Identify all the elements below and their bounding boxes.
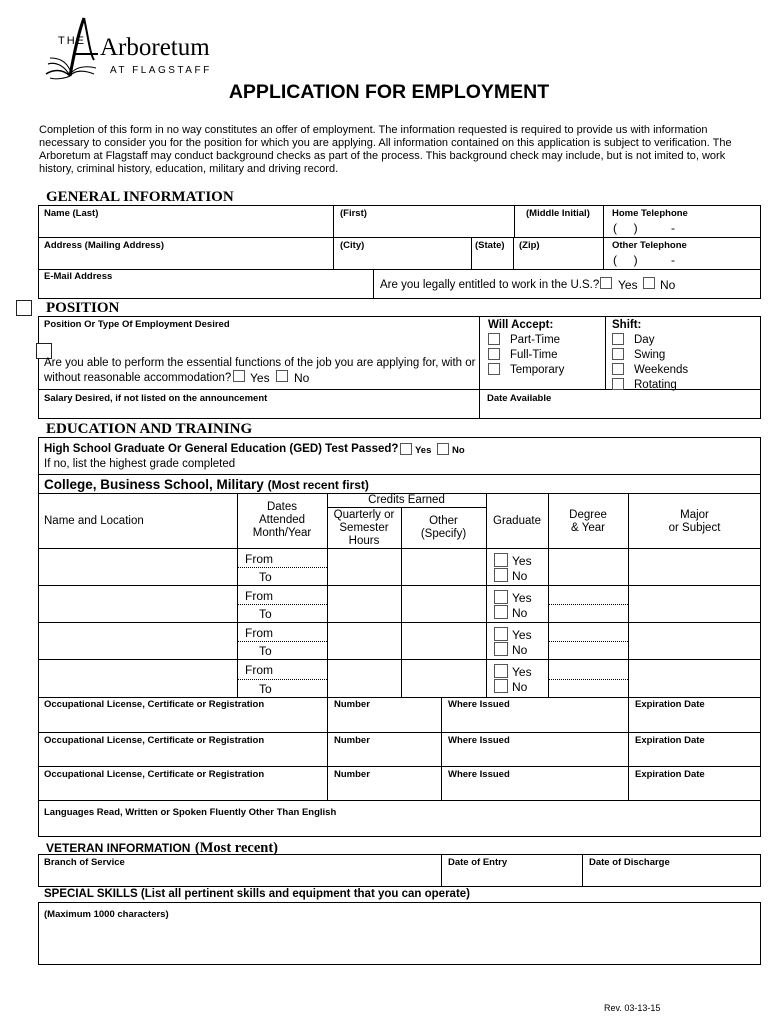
- full-time-label: Full-Time: [510, 349, 558, 361]
- row3-to: To: [259, 644, 272, 658]
- arboretum-logo: [44, 14, 244, 84]
- languages-label: Languages Read, Written or Spoken Fluently Other Than English: [44, 807, 337, 818]
- license-label-2: Occupational License, Certificate or Registration: [44, 735, 265, 746]
- col-dates-line3: Month/Year: [252, 527, 312, 539]
- swing-shift-label: Swing: [634, 349, 666, 361]
- row2-grad-no-checkbox[interactable]: [494, 605, 508, 619]
- license-where-1: Where Issued: [448, 699, 510, 710]
- college-heading-sub: (Most recent first): [267, 478, 369, 492]
- logo-subtitle: AT FLAGSTAFF: [110, 65, 212, 76]
- position-type-label: Position Or Type Of Employment Desired: [44, 319, 230, 330]
- veteran-heading-sub: (Most recent): [194, 840, 278, 856]
- state-label: (State): [475, 240, 505, 251]
- row2-grad-yes-checkbox[interactable]: [494, 590, 508, 604]
- temporary-label: Temporary: [510, 364, 565, 376]
- part-time-label: Part-Time: [510, 334, 561, 346]
- col-quarterly-line3: Hours: [348, 535, 380, 547]
- skills-heading: SPECIAL SKILLS (List all pertinent skills and equipment that you can operate): [44, 888, 470, 900]
- veteran-heading-text: VETERAN INFORMATION: [46, 841, 191, 855]
- revision-label: Rev. 03-13-15: [604, 1003, 661, 1013]
- weekends-shift-checkbox[interactable]: [612, 363, 624, 375]
- position-section-checkbox[interactable]: [16, 300, 32, 316]
- legal-yes-label: Yes: [618, 278, 638, 292]
- legal-no-label: No: [660, 278, 676, 292]
- col-quarterly-line2: Semester: [339, 522, 389, 534]
- row4-grad-yes-checkbox[interactable]: [494, 664, 508, 678]
- general-heading: GENERAL INFORMATION: [46, 189, 234, 205]
- col-degree: [548, 509, 628, 535]
- essential-no-label: No: [294, 371, 310, 385]
- col-name-location: Name and Location: [44, 515, 144, 527]
- essential-yes-label: Yes: [250, 371, 270, 385]
- intro-paragraph: Completion of this form in no way constitutes an offer of employment. The information requested is required to provide us with information necessary to consider you for the position for which you are applying. All information contained on this application is subject to verification. The Arboretum at Flagstaff may conduct background checks as part of the process. This background check may include, but is not imited to, work history, criminal history, education, military and driving record.: [39, 124, 732, 175]
- col-quarterly-line1: Quarterly or: [333, 509, 395, 521]
- col-dates-line1: Dates: [266, 501, 298, 513]
- home-telephone-label: Home Telephone: [612, 208, 688, 219]
- part-time-checkbox[interactable]: [488, 333, 500, 345]
- rotating-shift-checkbox[interactable]: [612, 378, 624, 390]
- other-telephone-label: Other Telephone: [612, 240, 687, 251]
- col-dates: [237, 501, 327, 540]
- row3-from: From: [245, 626, 273, 640]
- email-label: E-Mail Address: [44, 271, 113, 282]
- row3-grad-no-label: No: [512, 643, 528, 657]
- will-accept-label: Will Accept:: [488, 319, 554, 331]
- education-heading: EDUCATION AND TRAINING: [46, 421, 253, 437]
- col-quarterly: [327, 509, 401, 548]
- full-time-checkbox[interactable]: [488, 348, 500, 360]
- rotating-shift-label: Rotating: [634, 379, 677, 391]
- hs-no-checkbox[interactable]: [437, 443, 449, 455]
- high-school-question: High School Graduate Or General Education (GED) Test Passed?: [44, 443, 399, 455]
- license-number-2: Number: [334, 735, 370, 746]
- address-label: Address (Mailing Address): [44, 240, 165, 251]
- college-heading: [44, 477, 369, 492]
- row4-grad-yes-label: Yes: [512, 665, 532, 679]
- row2-grad-yes-label: Yes: [512, 591, 532, 605]
- shift-label: Shift:: [612, 319, 642, 331]
- college-heading-text: College, Business School, Military: [44, 477, 264, 492]
- row3-grad-yes-checkbox[interactable]: [494, 627, 508, 641]
- position-heading: POSITION: [46, 300, 120, 316]
- middle-initial-label: (Middle Initial): [526, 208, 590, 219]
- row1-grad-yes-label: Yes: [512, 554, 532, 568]
- date-of-discharge-label: Date of Discharge: [589, 857, 670, 868]
- row2-from: From: [245, 589, 273, 603]
- city-label: (City): [340, 240, 365, 251]
- col-major-line2: or Subject: [668, 522, 721, 534]
- weekends-shift-label: Weekends: [634, 364, 689, 376]
- row4-to: To: [259, 682, 272, 696]
- license-where-2: Where Issued: [448, 735, 510, 746]
- temporary-checkbox[interactable]: [488, 363, 500, 375]
- hs-yes-checkbox[interactable]: [400, 443, 412, 455]
- zip-label: (Zip): [519, 240, 540, 251]
- date-of-entry-label: Date of Entry: [448, 857, 508, 868]
- row3-grad-no-checkbox[interactable]: [494, 642, 508, 656]
- row1-grad-no-label: No: [512, 569, 528, 583]
- logo-name: Arboretum: [100, 34, 210, 61]
- skills-max-label: (Maximum 1000 characters): [44, 909, 169, 920]
- row2-to: To: [259, 607, 272, 621]
- row1-to: To: [259, 570, 272, 584]
- row1-from: From: [245, 552, 273, 566]
- license-expiration-2: Expiration Date: [635, 735, 705, 746]
- date-available-label: Date Available: [487, 393, 552, 404]
- home-telephone-field[interactable]: ( ) -: [613, 221, 675, 235]
- branch-label: Branch of Service: [44, 857, 125, 868]
- highest-grade-note: If no, list the highest grade completed: [44, 458, 236, 470]
- license-label-1: Occupational License, Certificate or Registration: [44, 699, 265, 710]
- hs-yes-label: Yes: [415, 445, 432, 456]
- license-where-3: Where Issued: [448, 769, 510, 780]
- col-other: [401, 515, 486, 541]
- day-shift-label: Day: [634, 334, 655, 346]
- logo-the: THE: [58, 35, 86, 47]
- tree-logo-icon: [44, 14, 104, 80]
- row1-grad-no-checkbox[interactable]: [494, 568, 508, 582]
- essential-yes-checkbox[interactable]: [233, 370, 245, 382]
- swing-shift-checkbox[interactable]: [612, 348, 624, 360]
- row4-grad-no-checkbox[interactable]: [494, 679, 508, 693]
- other-telephone-field[interactable]: ( ) -: [613, 253, 675, 267]
- row4-grad-no-label: No: [512, 680, 528, 694]
- license-label-3: Occupational License, Certificate or Registration: [44, 769, 265, 780]
- col-dates-line2: Attended: [258, 514, 306, 526]
- name-last-label: Name (Last): [44, 208, 99, 219]
- first-name-label: (First): [340, 208, 367, 219]
- col-graduate: Graduate: [493, 515, 541, 527]
- row3-grad-yes-label: Yes: [512, 628, 532, 642]
- col-other-line2: (Specify): [420, 528, 467, 540]
- page-title: APPLICATION FOR EMPLOYMENT: [228, 81, 550, 103]
- legal-no-checkbox[interactable]: [643, 277, 655, 289]
- col-other-line1: Other: [429, 515, 458, 527]
- license-expiration-1: Expiration Date: [635, 699, 705, 710]
- row4-from: From: [245, 663, 273, 677]
- legal-yes-checkbox[interactable]: [600, 277, 612, 289]
- row2-grad-no-label: No: [512, 606, 528, 620]
- essential-question-line1: Are you able to perform the essential functions of the job you are applying for, with or: [44, 357, 476, 369]
- essential-no-checkbox[interactable]: [276, 370, 288, 382]
- day-shift-checkbox[interactable]: [612, 333, 624, 345]
- essential-question-line2: without reasonable accommodation?: [44, 372, 232, 384]
- col-degree-line2: & Year: [571, 522, 605, 534]
- hs-no-label: No: [452, 445, 465, 456]
- license-number-1: Number: [334, 699, 370, 710]
- salary-label: Salary Desired, if not listed on the announcement: [44, 393, 268, 404]
- row1-grad-yes-checkbox[interactable]: [494, 553, 508, 567]
- credits-earned-header: Credits Earned: [368, 494, 445, 506]
- col-degree-line1: Degree: [569, 509, 607, 521]
- col-major-line1: Major: [680, 509, 709, 521]
- legal-work-question: Are you legally entitled to work in the U.S.?: [380, 279, 600, 291]
- col-major: [628, 509, 761, 535]
- license-expiration-3: Expiration Date: [635, 769, 705, 780]
- license-number-3: Number: [334, 769, 370, 780]
